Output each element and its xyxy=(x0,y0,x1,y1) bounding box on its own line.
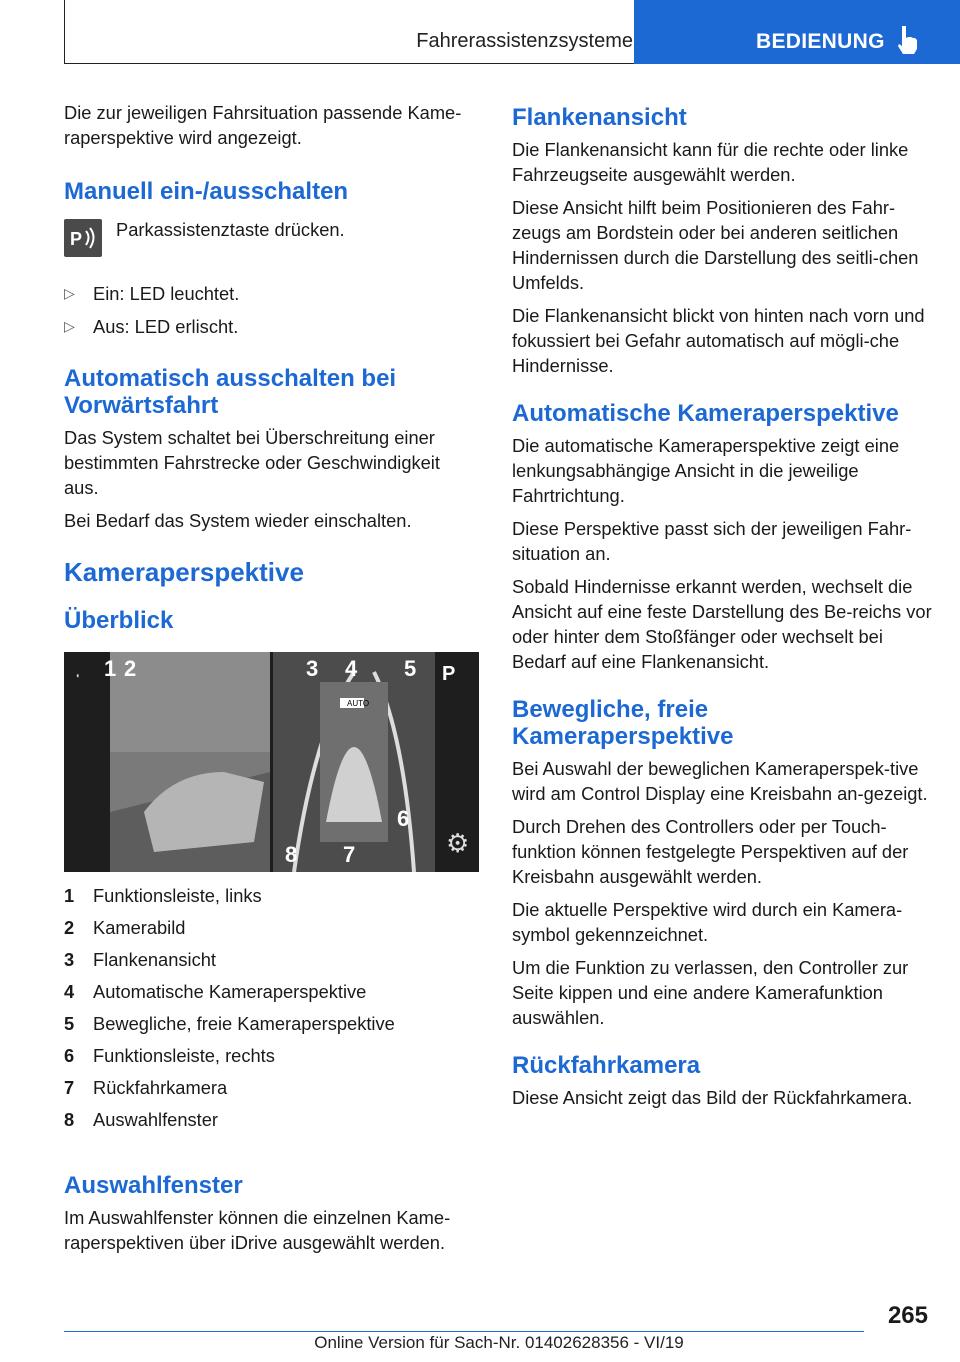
figure-legend xyxy=(64,880,476,1136)
auto-paragraph-2: Diese Perspektive passt sich der jeweiligen Fahr-situation an. xyxy=(512,518,912,564)
park-button-line xyxy=(64,217,476,267)
svg-text:P: P xyxy=(442,663,456,685)
legend-item: 1 Funktionsleiste, links xyxy=(64,885,262,906)
free-paragraph-3: Die aktuelle Perspektive wird durch ein Kamera-symbol gekennzeichnet. xyxy=(512,899,903,945)
select-paragraph: Im Auswahlfenster können die einzelnen Kame-raperspektiven über iDrive ausgewählt werden. xyxy=(64,1207,451,1253)
camera-display-figure xyxy=(64,652,479,872)
callout-1: 1 xyxy=(104,656,117,681)
auto-off-paragraph-2: Bei Bedarf das System wieder einschalten. xyxy=(64,510,412,531)
led-bullets xyxy=(64,281,476,339)
triangle-bullet-icon: ▷ xyxy=(64,318,75,334)
free-paragraph-4: Um die Funktion zu verlassen, den Controller zur Seite kippen und eine andere Kamerafunktion auswählen. xyxy=(512,957,909,1028)
callout-5: 5 xyxy=(404,656,417,681)
heading-flank: Flankenansicht xyxy=(512,104,687,131)
callout-4: 4 xyxy=(345,656,358,681)
callout-2: 2 xyxy=(124,656,137,681)
triangle-bullet-icon: ▷ xyxy=(64,285,75,301)
legend-item: 3 Flankenansicht xyxy=(64,949,216,970)
flank-paragraph-2: Diese Ansicht hilft beim Positionieren des Fahr-zeugs am Bordstein oder bei anderen seitlichen Hindernissen durch die Darstellung des seitli-chen Umfelds. xyxy=(512,197,919,293)
legend-item: 5 Bewegliche, freie Kameraperspektive xyxy=(64,1013,395,1034)
park-button-text: Parkassistenztaste drücken. xyxy=(116,219,345,240)
callout-6: 6 xyxy=(397,806,410,831)
callout-3: 3 xyxy=(306,656,319,681)
callout-7: 7 xyxy=(343,842,356,867)
header-section-box xyxy=(64,0,648,64)
header-chapter-title: BEDIENUNG xyxy=(756,30,885,53)
right-column xyxy=(512,104,932,1118)
legend-item: 2 Kamerabild xyxy=(64,917,186,938)
left-column xyxy=(64,100,476,1263)
footer-divider xyxy=(64,1331,864,1332)
bullet-item: ▷ Aus: LED erlischt. xyxy=(64,316,239,337)
intro-paragraph: Die zur jeweiligen Fahrsituation passende Kame-raperspektive wird angezeigt. xyxy=(64,102,462,148)
free-paragraph-2: Durch Drehen des Controllers oder per Touch-funktion können festgelegte Perspektiven auf der Kreisbahn ausgewählt werden. xyxy=(512,816,909,887)
legend-item: 8 Auswahlfenster xyxy=(64,1109,218,1130)
park-assist-button-icon xyxy=(64,219,102,257)
auto-paragraph-3: Sobald Hindernisse erkannt werden, wechselt die Ansicht auf eine feste Darstellung des Be-reichs vor oder hinter dem Stoßfänger oder wechselt bei Bedarf auf eine Flankenansicht. xyxy=(512,576,932,672)
auto-off-paragraph-1: Das System schaltet bei Überschreitung einer bestimmten Fahrstrecke oder Geschwindigkeit aus. xyxy=(64,427,440,498)
heading-overview: Überblick xyxy=(64,607,174,634)
heading-auto-off: Automatisch ausschalten bei Vorwärtsfahrt xyxy=(64,365,397,419)
heading-free: Bewegliche, freie Kameraperspektive xyxy=(512,696,734,750)
bullet-item: ▷ Ein: LED leuchtet. xyxy=(64,283,240,304)
flank-paragraph-1: Die Flankenansicht kann für die rechte oder linke Fahrzeugseite ausgewählt werden. xyxy=(512,139,909,185)
svg-text:◐: ◐ xyxy=(76,671,81,680)
flank-paragraph-3: Die Flankenansicht blickt von hinten nach vorn und fokussiert bei Gefahr automatisch auf mögli-che Hindernisse. xyxy=(512,305,925,376)
footer-text: Online Version für Sach-Nr. 01402628356 - VI/19 xyxy=(314,1333,684,1352)
callout-8: 8 xyxy=(285,842,298,867)
svg-text:⚙: ⚙ xyxy=(446,828,470,858)
camera-illustration xyxy=(64,652,479,872)
page-number: 265 xyxy=(887,1302,928,1329)
heading-manual: Manuell ein-/ausschalten xyxy=(64,178,349,205)
legend-item: 6 Funktionsleiste, rechts xyxy=(64,1045,275,1066)
header-section-title: Fahrerassistenzsysteme xyxy=(416,30,633,52)
heading-camera: Kameraperspektive xyxy=(64,557,304,587)
legend-item: 4 Automatische Kameraperspektive xyxy=(64,981,367,1002)
auto-label: AUTO xyxy=(347,699,370,708)
heading-select: Auswahlfenster xyxy=(64,1172,243,1199)
svg-text:P: P xyxy=(70,229,83,249)
rear-paragraph: Diese Ansicht zeigt das Bild der Rückfahrkamera. xyxy=(512,1087,913,1108)
heading-auto: Automatische Kameraperspektive xyxy=(512,400,899,427)
pointing-hand-icon xyxy=(896,24,920,56)
header-chapter-tab xyxy=(634,0,960,64)
legend-item: 7 Rückfahrkamera xyxy=(64,1077,228,1098)
free-paragraph-1: Bei Auswahl der beweglichen Kameraperspek-tive wird am Control Display eine Kreisbahn an-gezeigt. xyxy=(512,758,928,804)
auto-paragraph-1: Die automatische Kameraperspektive zeigt eine lenkungsabhängige Ansicht in die jeweilige Fahrtrichtung. xyxy=(512,435,900,506)
heading-rear: Rückfahrkamera xyxy=(512,1052,701,1079)
